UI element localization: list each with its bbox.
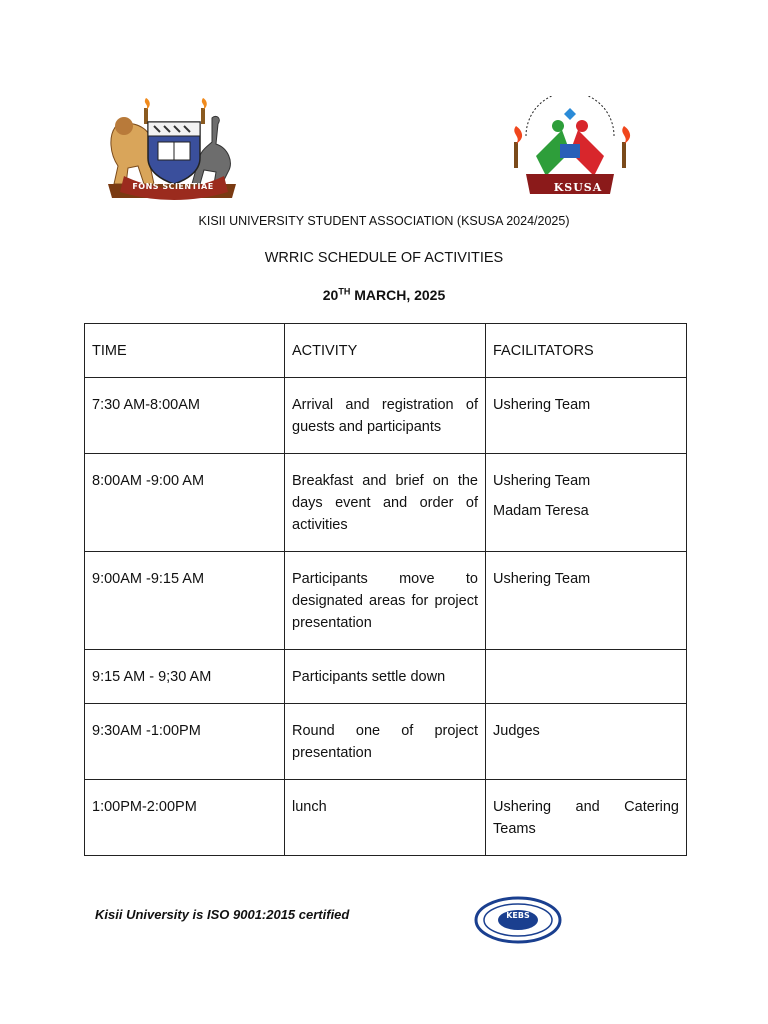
date-suffix: TH — [338, 286, 351, 297]
cell-facilitator: Ushering and Catering Teams — [486, 780, 687, 856]
table-row — [85, 650, 687, 704]
cell-time: 9:30AM -1:00PM — [85, 704, 285, 780]
crest-motto: FONS SCIENTIAE — [132, 182, 214, 191]
table-row — [85, 378, 687, 454]
header-time: TIME — [85, 324, 285, 378]
cell-facilitator: Judges — [486, 704, 687, 780]
header-facilitators: FACILITATORS — [486, 324, 687, 378]
cell-time: 9:15 AM - 9;30 AM — [85, 650, 285, 704]
table-header-row — [85, 324, 687, 378]
cell-facilitators — [486, 454, 687, 552]
cell-facilitator: Ushering Team — [486, 552, 687, 650]
ksusa-logo-label: KSUSA — [553, 181, 603, 194]
cell-time: 8:00AM -9:00 AM — [85, 454, 285, 552]
cell-time: 7:30 AM-8:00AM — [85, 378, 285, 454]
kebs-badge-label: KEBS — [506, 911, 530, 920]
schedule-date — [0, 287, 768, 303]
cell-time: 1:00PM-2:00PM — [85, 780, 285, 856]
cell-facilitator: Ushering Team — [486, 378, 687, 454]
facilitator-name: Ushering Team — [493, 473, 591, 489]
table-row — [85, 552, 687, 650]
cell-activity: lunch — [285, 780, 486, 856]
cell-activity: Arrival and registration of guests and participants — [285, 378, 486, 454]
cell-activity: Round one of project presentation — [285, 704, 486, 780]
table-row — [85, 704, 687, 780]
cell-time: 9:00AM -9:15 AM — [85, 552, 285, 650]
cell-activity: Breakfast and brief on the days event and order of activities — [285, 454, 486, 552]
cell-activity: Participants settle down — [285, 650, 486, 704]
header-activity: ACTIVITY — [285, 324, 486, 378]
table-row — [85, 454, 687, 552]
cell-activity: Participants move to designated areas for project presentation — [285, 552, 486, 650]
facilitator-name: Madam Teresa — [493, 503, 589, 519]
table-row — [85, 780, 687, 856]
cell-facilitator — [486, 650, 687, 704]
schedule-table — [84, 323, 687, 856]
association-heading: KISII UNIVERSITY STUDENT ASSOCIATION (KSUSA 2024/2025) — [198, 214, 570, 228]
date-rest: MARCH, 2025 — [350, 287, 446, 303]
certification-text: Kisii University is ISO 9001:2015 certified — [95, 907, 350, 922]
date-day: 20 — [322, 287, 339, 303]
schedule-title: WRRIC SCHEDULE OF ACTIVITIES — [264, 250, 504, 266]
